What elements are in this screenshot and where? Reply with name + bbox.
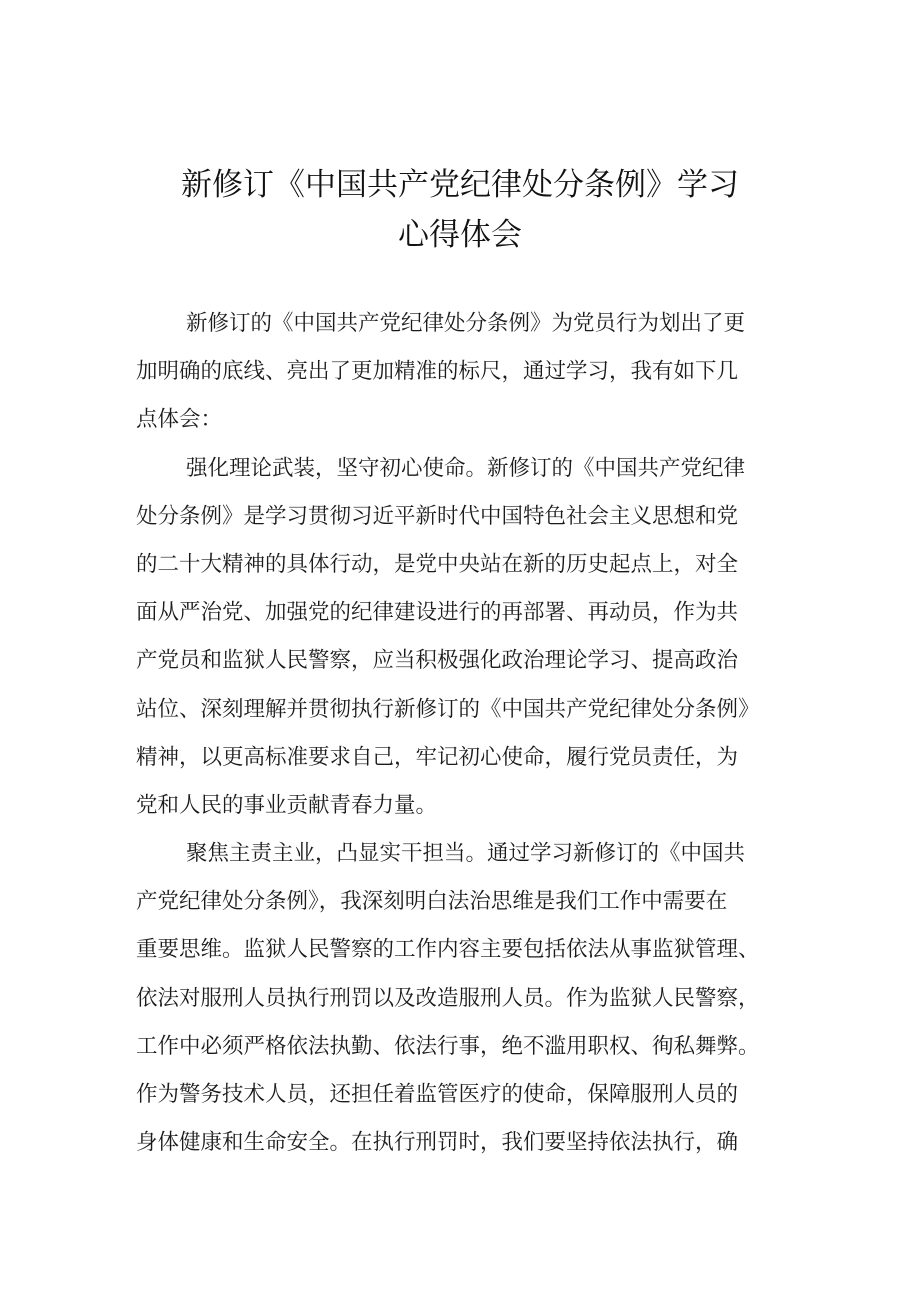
paragraph-2-line-1: 强化理论武装，坚守初心使命。新修订的《中国共产党纪律 bbox=[186, 455, 746, 481]
paragraph-3-line-2: 产党纪律处分条例》，我深刻明白法治思维是我们工作中需要在 bbox=[136, 889, 728, 915]
paragraph-2-line-4: 面从严治党、加强党的纪律建设进行的再部署、再动员，作为共 bbox=[136, 600, 739, 626]
paragraph-3-line-6: 作为警务技术人员，还担任着监管医疗的使命，保障服刑人员的 bbox=[136, 1082, 739, 1107]
paragraph-2-line-8: 党和人民的事业贡献青春力量。 bbox=[136, 792, 438, 818]
paragraph-3-line-1: 聚焦主责主业，凸显实干担当。通过学习新修订的《中国共 bbox=[186, 841, 746, 867]
paragraph-3-line-4: 依法对服刑人员执行刑罚以及改造服刑人员。作为监狱人民警察， bbox=[136, 985, 760, 1011]
title-line-1: 新修订《中国共产党纪律处分条例》学习 bbox=[181, 167, 739, 203]
paragraph-3-line-7: 身体健康和生命安全。在执行刑罚时，我们要坚持依法执行，确 bbox=[136, 1130, 739, 1156]
document-title bbox=[110, 160, 810, 260]
paragraph-1-line-2: 加明确的底线、亮出了更加精准的标尺，通过学习，我有如下几 bbox=[136, 359, 739, 385]
paragraph-2-line-3: 的二十大精神的具体行动，是党中央站在新的历史起点上，对全 bbox=[136, 551, 739, 577]
paragraph-1-line-1: 新修订的《中国共产党纪律处分条例》为党员行为划出了更 bbox=[186, 311, 746, 336]
paragraph-2-line-2: 处分条例》是学习贯彻习近平新时代中国特色社会主义思想和党 bbox=[136, 503, 739, 529]
paragraph-3-line-5: 工作中必须严格依法执勤、依法行事，绝不滥用职权、徇私舞弊。 bbox=[136, 1033, 760, 1059]
document-body bbox=[136, 300, 788, 1167]
title-line-2: 心得体会 bbox=[398, 217, 522, 253]
paragraph-3-line-3: 重要思维。监狱人民警察的工作内容主要包括依法从事监狱管理、 bbox=[136, 937, 760, 963]
paragraph-1-line-3: 点体会： bbox=[136, 407, 223, 433]
paragraph-2-line-5: 产党员和监狱人民警察，应当积极强化政治理论学习、提高政治 bbox=[136, 648, 739, 674]
paragraph-2-line-7: 精神，以更高标准要求自己，牢记初心使命，履行党员责任，为 bbox=[136, 744, 739, 770]
paragraph-2-line-6: 站位、深刻理解并贯彻执行新修订的《中国共产党纪律处分条例》 bbox=[136, 696, 760, 722]
